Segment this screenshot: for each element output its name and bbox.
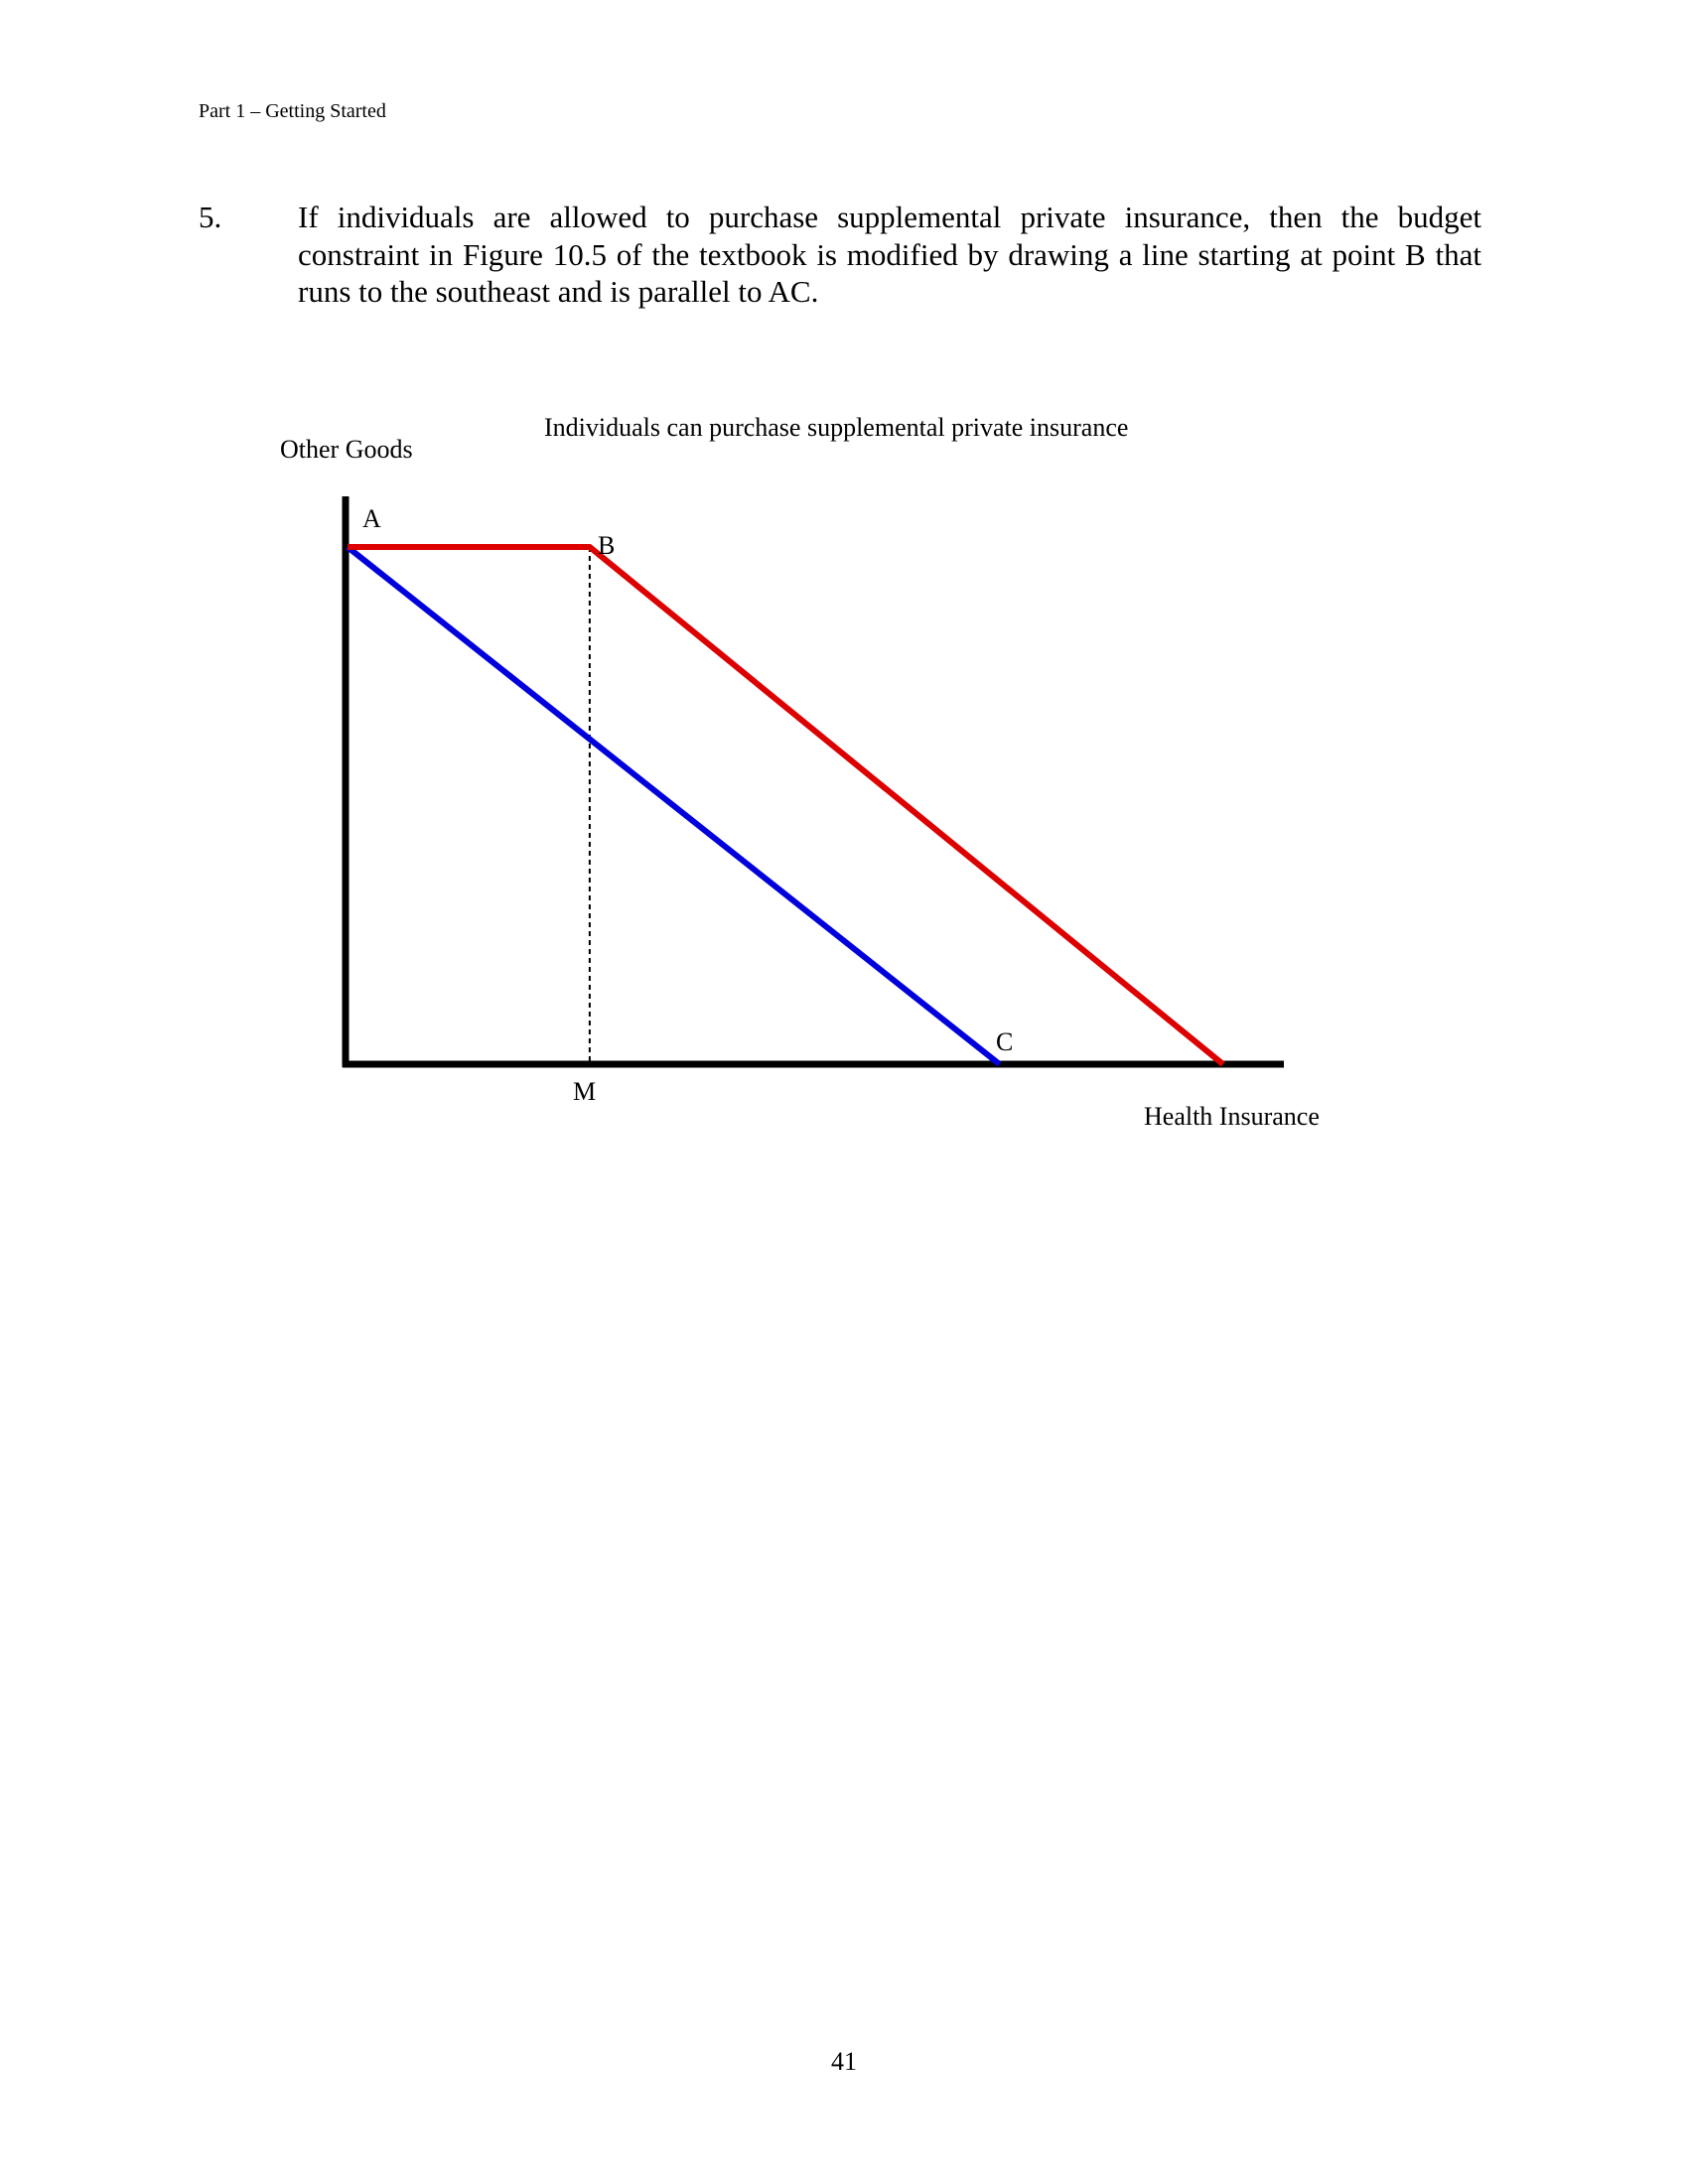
- y-axis-label: Other Goods: [280, 435, 413, 464]
- point-label-m: M: [573, 1077, 597, 1106]
- page-number: 41: [831, 2047, 857, 2076]
- question-text: If individuals are allowed to purchase supplemental private insurance, then the budget constraint in Figure 10.5 of the textbook is modified by drawing a line starting at point B that runs to the southeast and is parallel to AC.: [298, 200, 1481, 309]
- chart-title: Individuals can purchase supplemental private insurance: [544, 413, 1129, 442]
- series-line-modified: [348, 547, 1223, 1064]
- x-axis-label: Health Insurance: [1144, 1102, 1320, 1131]
- question-number: 5.: [199, 200, 222, 234]
- point-label-a: A: [362, 504, 381, 533]
- point-label-c: C: [996, 1027, 1014, 1056]
- point-label-b: B: [598, 531, 616, 560]
- running-header: Part 1 – Getting Started: [199, 100, 386, 122]
